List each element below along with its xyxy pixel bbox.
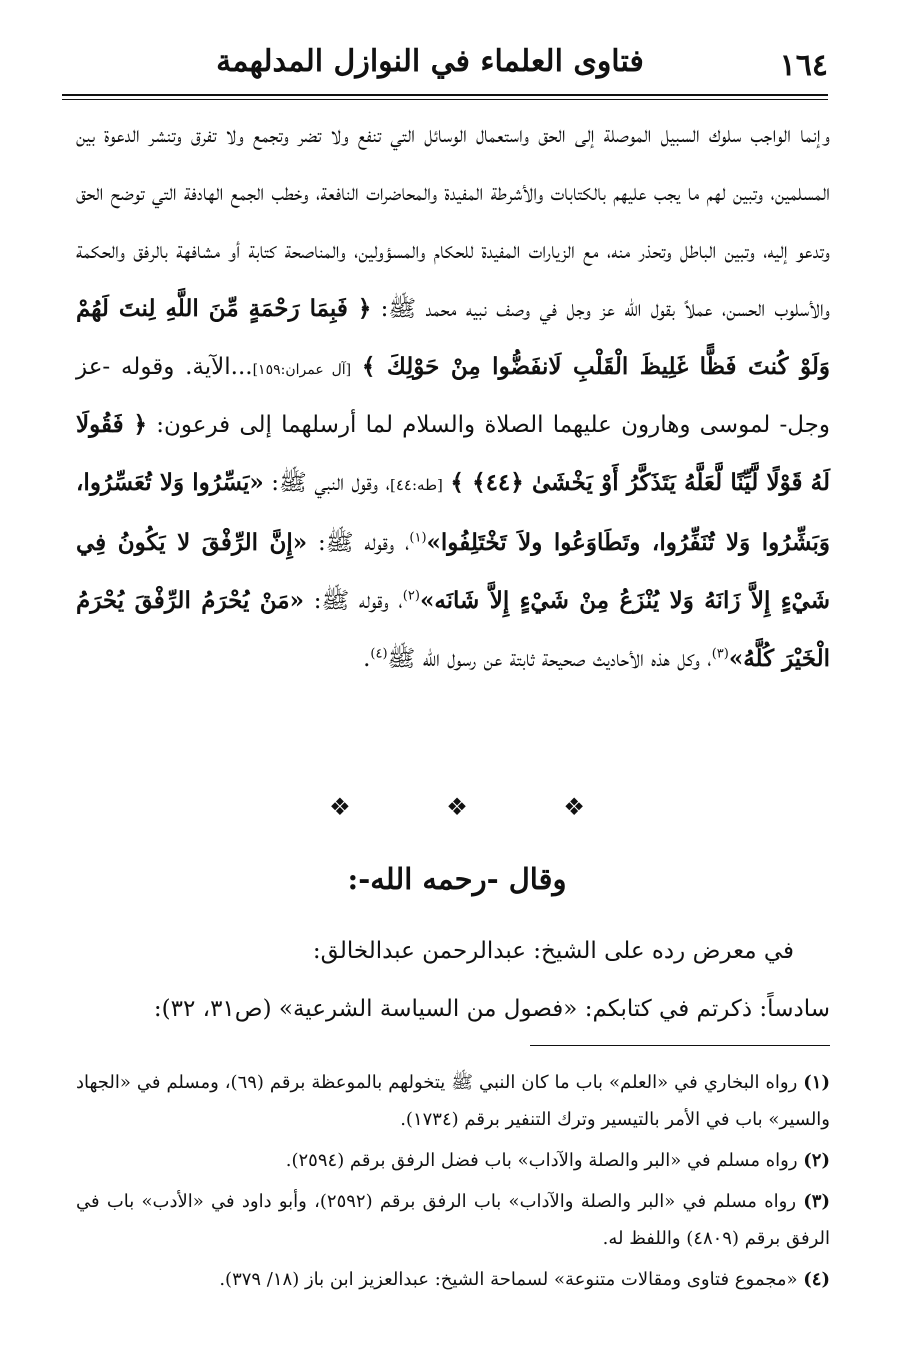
footnote-number: (٤) (803, 1269, 830, 1290)
footnote-ref-4[interactable]: (٤) (370, 646, 388, 662)
page-header (62, 44, 828, 92)
footnote-number: (٢) (803, 1150, 830, 1171)
footnote-ref-3[interactable]: (٣) (711, 646, 729, 662)
footnote-divider (530, 1045, 830, 1046)
footnotes (76, 1064, 830, 1302)
footnote-text: رواه مسلم في «البر والصلة والآداب» باب الرفق برقم (٢٥٩٢)، وأبو داود في «الأدب» باب في الرفق برقم (٤٨٠٩) واللفظ له. (76, 1191, 830, 1249)
verse-reference-2: [طه:٤٤] (389, 476, 443, 494)
hadith-2: «إِنَّ الرِّفْقَ لا يَكُونُ فِي شَيْءٍ إِلاَّ زَانَهُ وَلا يُنْزَعُ مِنْ شَيْءٍ إِلاَّ شَانَه» (76, 529, 830, 614)
section-heading: وقال -رحمه الله-: (347, 862, 567, 896)
sixth-point-line: سادساً: ذكرتم في كتابكم: «فصول من السياسة الشرعية» (ص٣١، ٣٢): (153, 996, 830, 1022)
footnote-ref-1[interactable]: (١) (409, 530, 427, 546)
footnote-4 (76, 1261, 830, 1298)
footnote-number: (٣) (803, 1191, 830, 1212)
intro-line: في معرض رده على الشيخ: عبدالرحمن عبدالخالق: (312, 938, 794, 964)
footnote-3 (76, 1183, 830, 1257)
header-rule-thin (62, 99, 828, 100)
section-intro (76, 922, 830, 1038)
footnote-text: رواه البخاري في «العلم» باب ما كان النبي ﷺ يتخولهم بالموعظة برقم (٦٩)، ومسلم في «الجهاد والسير» باب في الأمر بالتيسير وترك التنفير برقم (١٧٣٤). (76, 1072, 830, 1130)
hadith-1: «يَسِّرُوا وَلا تُعَسِّرُوا، وَبَشِّرُوا وَلا تُنَفِّرُوا، وتَطَاوَعُوا ولاَ تَخْتَلِفُوا» (76, 469, 831, 556)
paragraph-2-intro: عملاً بقول الله عز وجل في وصف نبيه محمد ﷺ: (380, 296, 713, 322)
quran-verse-2: ﴿ فَقُولَا لَهُ قَوْلًا لَّيِّنًا لَّعَلَّهُ يَتَذَكَّرُ أَوْ يَخْشَىٰ ﴿٤٤﴾ ﴾ (76, 411, 831, 496)
footnote-ref-2[interactable]: (٢) (402, 588, 420, 604)
hadith-3: «مَنْ يُحْرَمُ الرِّفْقَ يُحْرَمُ الْخَيْرَ كُلَّهُ» (76, 587, 830, 672)
footnote-1 (76, 1064, 830, 1138)
paragraph-2-mid: ...الآية. وقوله -عز وجل- لموسى وهارون عليهما الصلاة والسلام لما أرسلهما إلى فرعون: (76, 354, 830, 438)
paragraph-2-end: ، وكل هذه الأحاديث صحيحة ثابتة عن رسول الله ﷺ (387, 646, 712, 672)
verse-reference-1: [آل عمران:١٥٩] (252, 362, 352, 378)
header-rule (62, 94, 828, 96)
main-text (76, 106, 830, 688)
footnote-text: رواه مسلم في «البر والصلة والآداب» باب فضل الرفق برقم (٢٥٩٤). (285, 1150, 798, 1171)
footnote-number: (١) (803, 1072, 830, 1093)
section-separator-ornament: ❖ ❖ ❖ (329, 793, 629, 821)
running-title: فتاوى العلماء في النوازل المدلهمة (216, 44, 644, 79)
footnote-2 (76, 1142, 830, 1179)
paragraph-1: وإنما الواجب سلوك السبيل الموصلة إلى الحق واستعمال الوسائل التي تنفع ولا تضر وتجمع ولا تفرق وتنشر الدعوة بين المسلمين، وتبين لهم ما يجب عليهم بالكتابات والأشرطة المفيدة والمحاضرات النافعة، وخطب الجمع الهادفة التي توضح الحق وتدعو إليه، وتبين الباطل وتحذر منه، مع الزيارات المفيدة للحكام والمسؤولين، والمناصحة كتابة أو مشافهة بالرفق والحكمة والأسلوب الحسن، عملاً بقول الله عز وجل في وصف نبيه محمد ﷺ: ﴿ فَبِمَا رَحْمَةٍ مِّنَ اللَّهِ لِنتَ لَهُمْ وَلَوْ كُنتَ فَظًّا غَلِيظَ الْقَلْبِ لَانفَضُّوا مِنْ حَوْلِكَ ﴾ [آل عمران:١٥٩]...الآية. وقوله -عز وجل- لموسى وهارون عليهما الصلاة والسلام لما أرسلهما إلى فرعون: ﴿ فَقُولَا لَهُ قَوْلًا لَّيِّنًا لَّعَلَّهُ يَتَذَكَّرُ أَوْ يَخْشَىٰ ﴿٤٤﴾ ﴾ [طه:٤٤]، وقول النبي ﷺ: «يَسِّرُوا وَلا تُعَسِّرُوا، وَبَشِّرُوا وَلا تُنَفِّرُوا، وتَطَاوَعُوا ولاَ تَخْتَلِفُوا»$^{(١)}$، وقوله ﷺ: «إِنَّ الرِّفْقَ لا يَكُونُ فِي شَيْءٍ إِلاَّ زَانَهُ وَلا يُنْزَعُ مِنْ شَيْءٍ إِلاَّ شَانَه»$^{(٢)}$، وقوله ﷺ: «مَنْ يُحْرَمُ الرِّفْقَ يُحْرَمُ الْخَيْرَ كُلَّهُ»$^{(٣)}$، وكل هذه الأحاديث صحيحة ثابتة عن رسول الله ﷺ$^{(٤)}$. (76, 122, 831, 672)
page-number: ١٦٤ (779, 48, 828, 83)
footnote-text: «مجموع فتاوى ومقالات متنوعة» لسماحة الشيخ: عبدالعزيز ابن باز (١٨/ ٣٧٩). (219, 1269, 798, 1290)
quran-verse-1: ﴿ فَبِمَا رَحْمَةٍ مِّنَ اللَّهِ لِنتَ لَهُمْ وَلَوْ كُنتَ فَظًّا غَلِيظَ الْقَلْبِ لَانفَضُّوا مِنْ حَوْلِكَ ﴾ (76, 295, 830, 380)
